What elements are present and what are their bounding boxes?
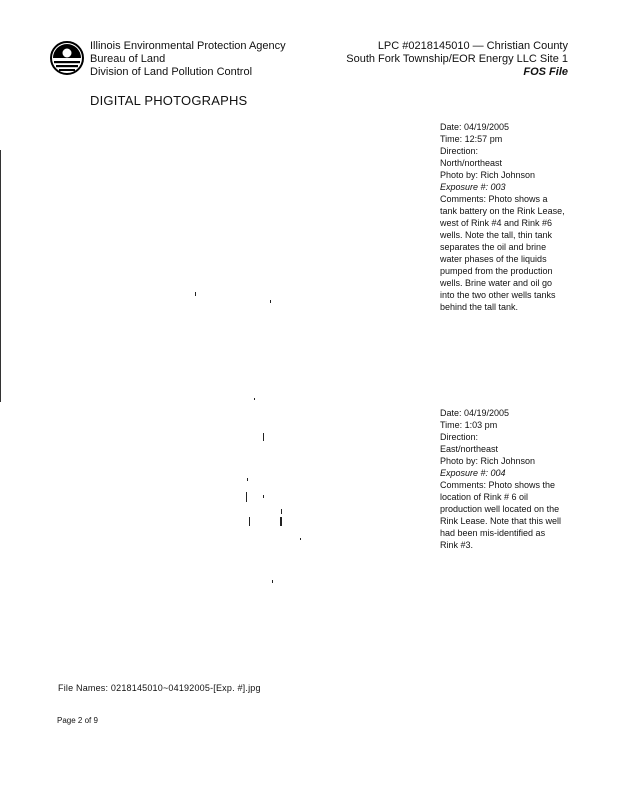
photo-time: Time: 1:03 pm — [440, 420, 498, 430]
photo-date: Date: 04/19/2005 — [440, 408, 510, 418]
scan-speck — [254, 398, 255, 400]
photo-date: Date: 04/19/2005 — [440, 122, 510, 132]
photo-exposure: Exposure #: 004 — [440, 468, 506, 478]
agency-header — [90, 40, 286, 79]
photo-time: Time: 12:57 pm — [440, 134, 503, 144]
page-number: Page 2 of 9 — [57, 716, 98, 725]
agency-name: Illinois Environmental Protection Agency — [90, 40, 286, 52]
division-name: Division of Land Pollution Control — [90, 66, 253, 78]
photo-direction: East/northeast — [440, 444, 499, 454]
scan-speck — [263, 433, 264, 441]
scan-edge-line — [0, 150, 1, 402]
scan-speck — [195, 292, 196, 296]
lpc-number: LPC #0218145010 — Christian County — [377, 40, 568, 52]
scan-speck — [270, 300, 271, 303]
photo-comments: Comments: Photo shows a tank battery on the Rink Lease, west of Rink #4 and Rink #6 wells. Note the tall, thin tank separates the oil and brine water phases of the liquids pumped from the production wells. Brine water and oil go into the two other wells tanks behind the tall tank. — [440, 194, 565, 312]
photo-caption — [440, 407, 565, 551]
scan-speck — [246, 492, 247, 502]
photo-direction: North/northeast — [440, 158, 503, 168]
bureau-name: Bureau of Land — [90, 53, 166, 65]
site-header — [346, 40, 568, 79]
photo-photographer: Photo by: Rich Johnson — [440, 170, 536, 180]
scan-speck — [249, 517, 250, 526]
iepa-logo — [50, 41, 84, 75]
photo-photographer: Photo by: Rich Johnson — [440, 456, 536, 466]
photo-direction-label: Direction: — [440, 432, 479, 442]
file-names: File Names: 0218145010~04192005-[Exp. #].jpg — [58, 683, 261, 693]
scan-speck — [263, 495, 264, 498]
scan-speck — [272, 580, 273, 583]
file-type: FOS File — [523, 66, 568, 78]
scan-speck — [300, 538, 301, 540]
photo-exposure: Exposure #: 003 — [440, 182, 506, 192]
scan-speck — [280, 517, 282, 526]
page-title: DIGITAL PHOTOGRAPHS — [90, 93, 248, 108]
photo-direction-label: Direction: — [440, 146, 479, 156]
scan-speck — [281, 509, 282, 514]
site-name: South Fork Township/EOR Energy LLC Site 1 — [346, 53, 568, 65]
photo-caption — [440, 121, 565, 313]
photo-comments: Comments: Photo shows the location of Rink # 6 oil production well located on the Rink Lease. Note that this well had been mis-identified as Rink #3. — [440, 480, 562, 550]
scan-speck — [247, 478, 248, 481]
